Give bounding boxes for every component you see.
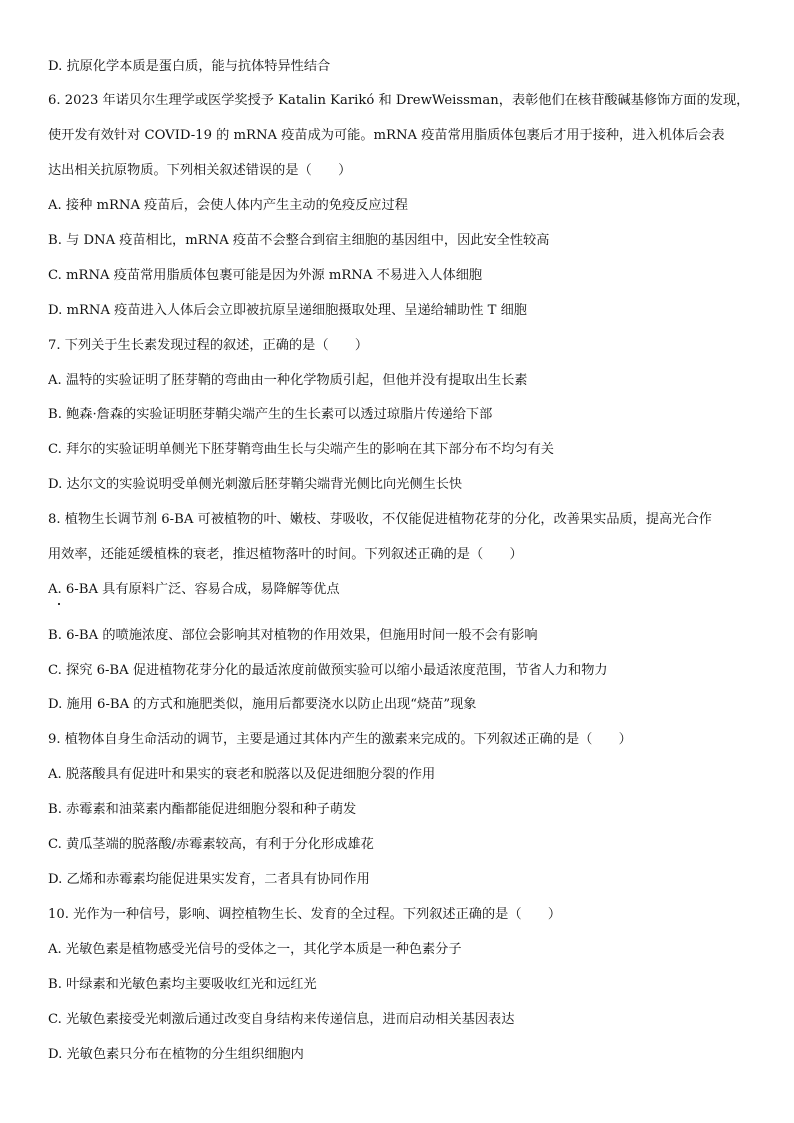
q9-option-b: B. 赤霉素和油菜素内酯都能促进细胞分裂和种子萌发 bbox=[48, 802, 357, 817]
q8-option-c: C. 探究 6-BA 促进植物花芽分化的最适浓度前做预实验可以缩小最适浓度范围，节省人力和物力 bbox=[48, 663, 608, 678]
q6-stem-line-3: 达出相关抗原物质。下列相关叙述错误的是（ ） bbox=[48, 163, 352, 178]
q9-option-c: C. 黄瓜茎端的脱落酸/赤霉素较高，有利于分化形成雄花 bbox=[48, 837, 374, 852]
q7-option-d: D. 达尔文的实验说明受单侧光刺激后胚芽鞘尖端背光侧比向光侧生长快 bbox=[48, 477, 463, 492]
q9-stem: 9. 植物体自身生命活动的调节，主要是通过其体内产生的激素来完成的。下列叙述正确的是（ ） bbox=[48, 732, 632, 747]
q10-option-d: D. 光敏色素只分布在植物的分生组织细胞内 bbox=[48, 1047, 304, 1062]
q6-option-d: D. mRNA 疫苗进入人体后会立即被抗原呈递细胞摄取处理、呈递给辅助性 T 细胞 bbox=[48, 303, 527, 318]
q8-option-a: A. 6-BA 具有原料广泛、容易合成，易降解等优点 bbox=[48, 582, 340, 597]
q7-stem: 7. 下列关于生长素发现过程的叙述，正确的是（ ） bbox=[48, 338, 369, 353]
q10-option-a: A. 光敏色素是植物感受光信号的受体之一，其化学本质是一种色素分子 bbox=[48, 942, 462, 957]
q10-option-c: C. 光敏色素接受光刺激后通过改变自身结构来传递信息，进而启动相关基因表达 bbox=[48, 1012, 515, 1027]
q9-option-a: A. 脱落酸具有促进叶和果实的衰老和脱落以及促进细胞分裂的作用 bbox=[48, 767, 436, 782]
q10-stem: 10. 光作为一种信号，影响、调控植物生长、发育的全过程。下列叙述正确的是（ ） bbox=[48, 907, 562, 922]
q6-stem-line-1: 6. 2023 年诺贝尔生理学或医学奖授予 Katalin Karikó 和 DrewWeissman，表彰他们在核苷酸碱基修饰方面的发现， bbox=[48, 93, 750, 108]
q6-stem-line-2: 使开发有效针对 COVID-19 的 mRNA 疫苗成为可能。mRNA 疫苗常用脂质体包裹后才用于接种，进入机体后会表 bbox=[48, 128, 725, 143]
q10-option-b: B. 叶绿素和光敏色素均主要吸收红光和远红光 bbox=[48, 977, 317, 992]
q6-option-a: A. 接种 mRNA 疫苗后，会使人体内产生主动的免疫反应过程 bbox=[48, 198, 408, 213]
q5-option-d: D. 抗原化学本质是蛋白质，能与抗体特异性结合 bbox=[48, 59, 331, 74]
q8-option-b: B. 6-BA 的喷施浓度、部位会影响其对植物的作用效果，但施用时间一般不会有影响 bbox=[48, 628, 538, 643]
q8-option-d: D. 施用 6-BA 的方式和施肥类似，施用后都要浇水以防止出现“烧苗”现象 bbox=[48, 697, 477, 712]
stray-dot-mark bbox=[58, 603, 60, 605]
q8-stem-line-2: 用效率，还能延缓植株的衰老，推迟植物落叶的时间。下列叙述正确的是（ ） bbox=[48, 547, 523, 562]
q9-option-d: D. 乙烯和赤霉素均能促进果实发育，二者具有协同作用 bbox=[48, 872, 370, 887]
q7-option-b: B. 鲍森·詹森的实验证明胚芽鞘尖端产生的生长素可以透过琼脂片传递给下部 bbox=[48, 407, 493, 422]
q7-option-c: C. 拜尔的实验证明单侧光下胚芽鞘弯曲生长与尖端产生的影响在其下部分布不均匀有关 bbox=[48, 442, 554, 457]
q8-stem-line-1: 8. 植物生长调节剂 6-BA 可被植物的叶、嫩枝、芽吸收，不仅能促进植物花芽的分化，改善果实品质，提高光合作 bbox=[48, 512, 712, 527]
q7-option-a: A. 温特的实验证明了胚芽鞘的弯曲由一种化学物质引起，但他并没有提取出生长素 bbox=[48, 373, 528, 388]
q6-option-c: C. mRNA 疫苗常用脂质体包裹可能是因为外源 mRNA 不易进入人体细胞 bbox=[48, 268, 483, 283]
q6-option-b: B. 与 DNA 疫苗相比，mRNA 疫苗不会整合到宿主细胞的基因组中，因此安全性较高 bbox=[48, 233, 550, 248]
